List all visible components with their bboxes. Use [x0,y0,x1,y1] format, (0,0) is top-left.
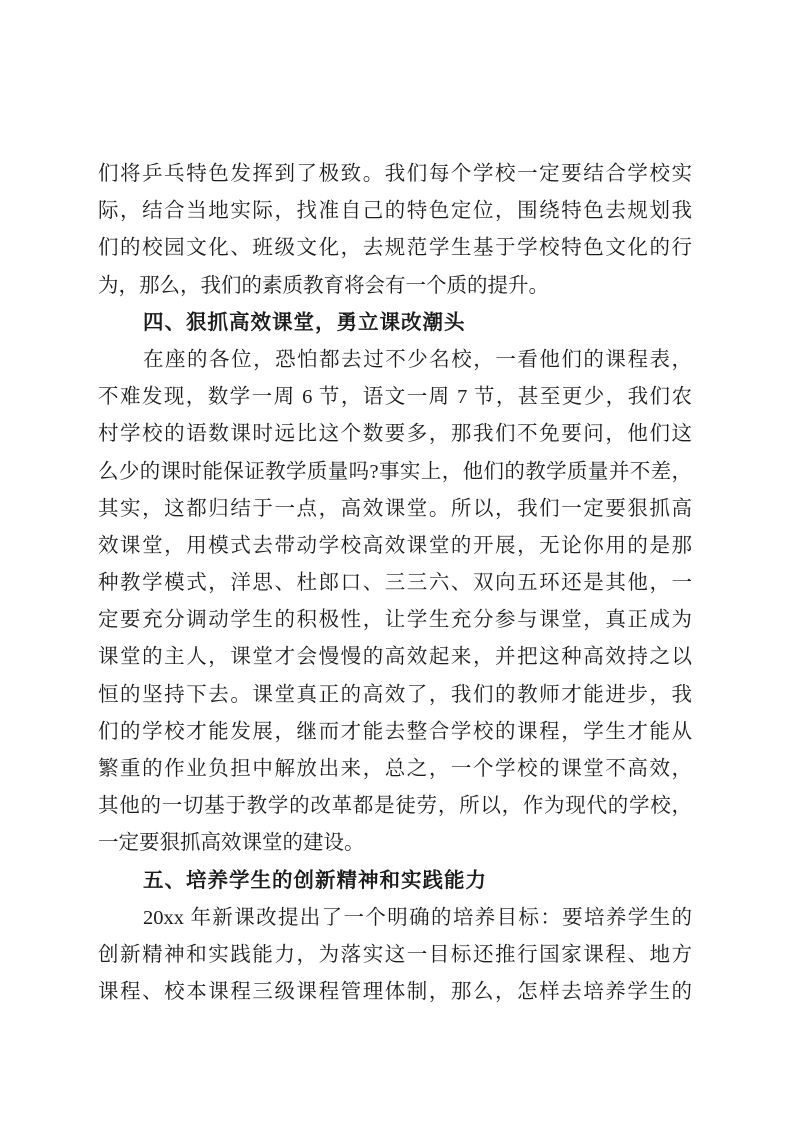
text-line: 20xx 年新课改提出了一个明确的培养目标：要培养学生的 [143,906,692,929]
text-line: 际，结合当地实际，找准自己的特色定位，围绕特色去规划我 [98,200,692,223]
text-line: 恒的坚持下去。课堂真正的高效了，我们的教师才能进步，我 [98,683,692,706]
text-line: 其他的一切基于教学的改革都是徒劳，所以，作为现代的学校， [98,795,692,818]
text-line: 为，那么，我们的素质教育将会有一个质的提升。 [98,274,549,297]
text-line: 一定要狠抓高效课堂的建设。 [98,832,365,855]
text-line: 课堂的主人，课堂才会慢慢的高效起来，并把这种高效持之以 [98,646,692,669]
text-line: 在座的各位，恐怕都去过不少名校，一看他们的课程表， [143,348,692,371]
text-line: 课程、校本课程三级课程管理体制，那么，怎样去培养学生的 [98,981,692,1004]
text-line: 们的校园文化、班级文化，去规范学生基于学校特色文化的行 [98,237,692,260]
section-heading: 五、培养学生的创新精神和实践能力 [143,869,487,892]
section-heading: 四、狠抓高效课堂，勇立课改潮头 [143,311,466,334]
text-line: 们的学校才能发展，继而才能去整合学校的课程，学生才能从 [98,720,692,743]
text-line: 效课堂，用模式去带动学校高效课堂的开展，无论你用的是那 [98,534,692,557]
text-line: 们将乒乓特色发挥到了极致。我们每个学校一定要结合学校实 [98,163,692,185]
text-line: 繁重的作业负担中解放出来，总之，一个学校的课堂不高效， [98,758,692,780]
text-line: 种教学模式，洋思、杜郎口、三三六、双向五环还是其他，一 [98,572,692,595]
text-line: 定要充分调动学生的积极性，让学生充分参与课堂，真正成为 [98,609,692,632]
text-line: 不难发现，数学一周 6 节，语文一周 7 节，甚至更少，我们农 [98,386,692,409]
document-body [98,156,692,1011]
text-line: 其实，这都归结于一点，高效课堂。所以，我们一定要狠抓高 [98,497,692,520]
text-line: 么少的课时能保证教学质量吗?事实上，他们的教学质量并不差， [98,460,692,483]
text-line: 村学校的语数课时远比这个数要多，那我们不免要问，他们这 [98,423,692,446]
text-line: 创新精神和实践能力，为落实这一目标还推行国家课程、地方 [98,943,692,966]
